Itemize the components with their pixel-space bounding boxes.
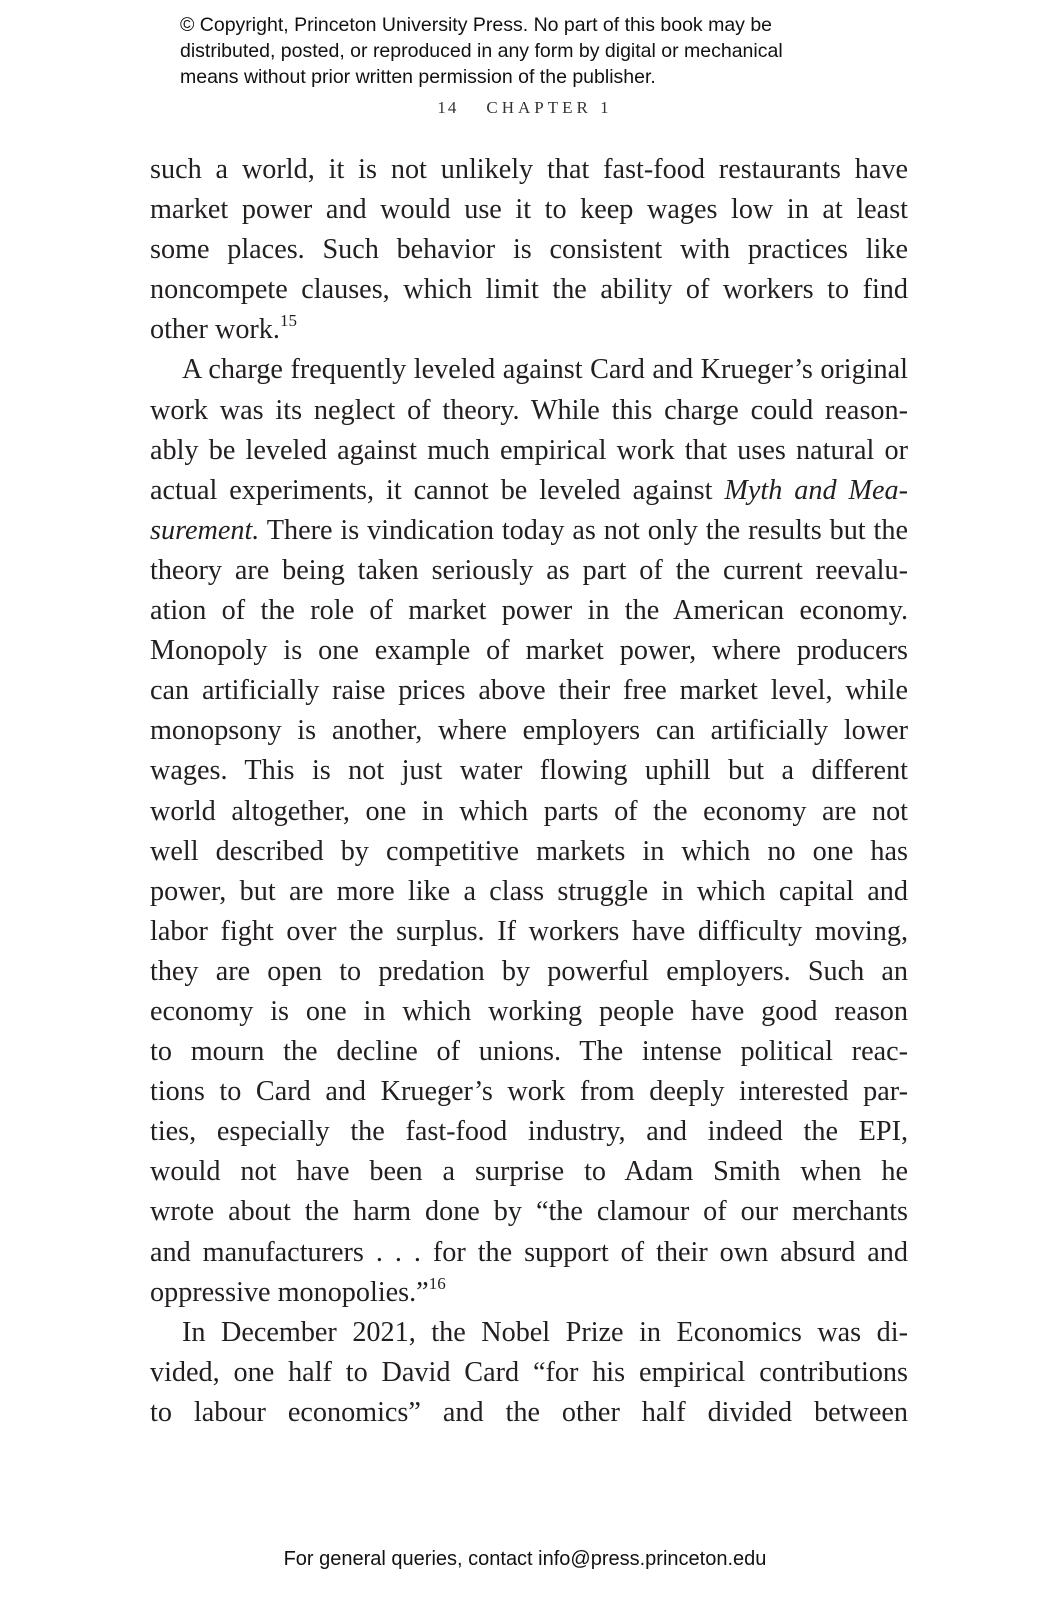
text-line: can artificially raise prices above their free market level, while [150,675,908,707]
text-line: monopsony is another, where employers can artificially lower [150,715,908,747]
text-line: wages. This is not just water flowing uphill but a different [150,755,908,787]
text-line: work was its neglect of theory. While this charge could reason- [150,394,908,426]
running-head [0,98,1050,118]
text-line: would not have been a surprise to Adam Smith when he [150,1156,908,1188]
copyright-line: distributed, posted, or reproduced in any form by digital or mechanical [180,40,783,62]
text-line: economy is one in which working people have good reason [150,995,908,1027]
text-line: some places. Such behavior is consistent with practices like [150,234,908,266]
text-line: well described by competitive markets in which no one has [150,835,908,867]
text-line: market power and would use it to keep wages low in at least [150,194,908,226]
text-line: A charge frequently leveled against Card and Krueger’s original [182,354,908,386]
text-fragment: other work. [150,314,280,346]
text-line: world altogether, one in which parts of the economy are not [150,795,908,827]
text-line: such a world, it is not unlikely that fast-food restaurants have [150,154,908,185]
text-line [150,511,908,551]
copyright-line: means without prior written permission of the publisher. [180,66,656,88]
text-line: power, but are more like a class struggle in which capital and [150,875,908,907]
text-line: ably be leveled against much empirical work that uses natural or [150,434,908,466]
text-line: noncompete clauses, which limit the ability of workers to find [150,274,908,306]
footnote-marker: 16 [428,1273,446,1293]
text-line: tions to Card and Krueger’s work from deeply interested par- [150,1076,908,1108]
copyright-notice [180,12,900,90]
text-line [150,1273,908,1313]
chapter-label: CHAPTER 1 [486,98,613,117]
text-line [150,310,908,350]
copyright-line: © Copyright, Princeton University Press. No part of this book may be [180,14,773,36]
book-title-italic: surement. [150,514,260,546]
text-line: they are open to predation by powerful employers. Such an [150,955,908,987]
text-line: Monopoly is one example of market power, where producers [150,635,908,667]
text-line: In December 2021, the Nobel Prize in Economics was di- [182,1316,908,1348]
text-line [150,471,908,511]
book-title-italic: Myth and Mea- [724,474,908,506]
text-line: vided, one half to David Card “for his empirical contributions [150,1356,908,1388]
text-fragment: actual experiments, it cannot be leveled against [150,474,725,506]
text-line: ation of the role of market power in the American economy. [150,595,908,627]
footer-contact: For general queries, contact info@press.princeton.edu [283,1548,767,1570]
text-line: wrote about the harm done by “the clamour of our merchants [150,1196,908,1228]
footnote-marker: 15 [279,311,297,331]
body-text [150,150,908,1433]
text-fragment: There is vindication today as not only the results but the [259,514,908,546]
text-line: to labour economics” and the other half divided between [150,1396,908,1428]
text-line: and manufacturers . . . for the support of their own absurd and [150,1236,908,1268]
text-fragment: oppressive monopolies.” [150,1276,429,1308]
text-line: ties, especially the fast-food industry, and indeed the EPI, [150,1116,908,1148]
text-line: labor fight over the surplus. If workers have difficulty moving, [150,915,908,947]
text-line: to mourn the decline of unions. The intense political reac- [150,1036,908,1068]
text-line: theory are being taken seriously as part of the current reevalu- [150,554,908,586]
page-number: 14 [437,98,459,117]
